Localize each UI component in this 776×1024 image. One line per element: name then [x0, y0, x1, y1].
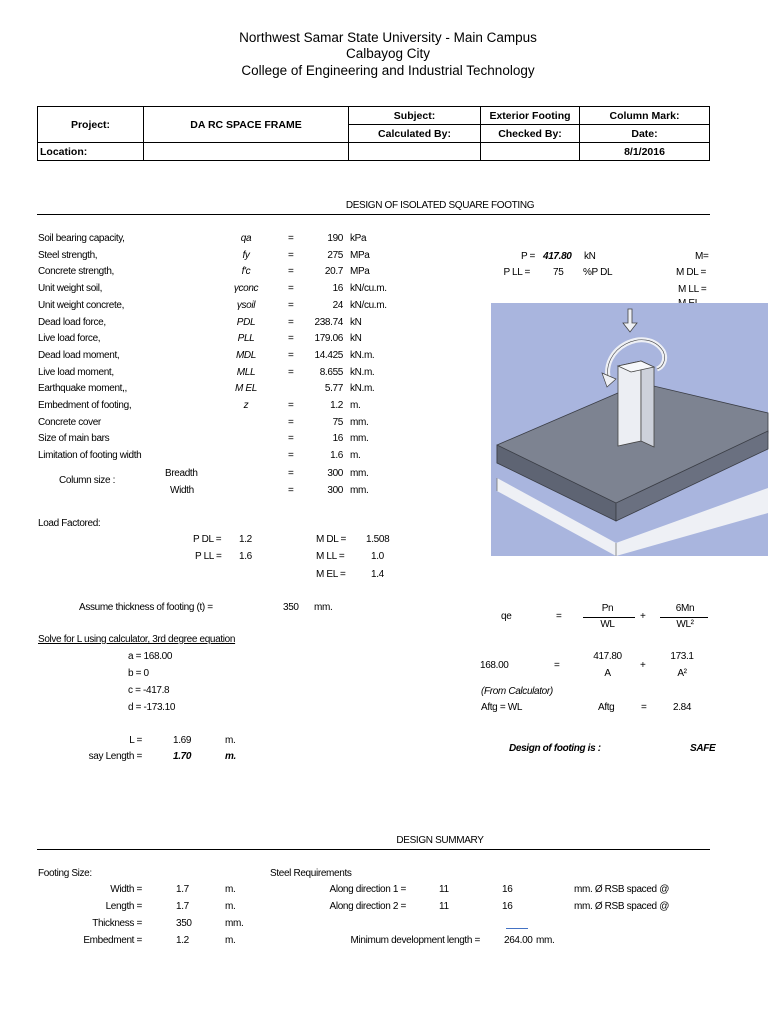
location-blank-2: [481, 143, 580, 161]
dir1-label: Along direction 1 =: [329, 884, 406, 895]
column-front: [618, 361, 641, 446]
input-value: 20.7: [324, 266, 343, 278]
min-dev-value: 264.00: [504, 935, 533, 946]
qe-d1: A: [604, 668, 611, 679]
say-length-label: say Length =: [88, 751, 142, 762]
aftg-label: Aftg = WL: [481, 702, 523, 713]
column-side: [641, 361, 654, 447]
input-value: 24: [332, 299, 343, 311]
qe-n1: 417.80: [593, 651, 622, 662]
location-label: Location:: [38, 143, 144, 161]
width-unit: mm.: [350, 485, 369, 496]
thickness-unit: mm.: [314, 602, 333, 613]
input-label: Limitation of footing width: [38, 450, 142, 462]
input-label: Dead load moment,: [38, 349, 120, 361]
input-value: 1.2: [330, 400, 343, 411]
input-unit: kN.m.: [350, 383, 375, 395]
input-unit: kN/cu.m.: [350, 299, 387, 311]
input-value: 238.74: [314, 316, 343, 328]
footing-size-label: Footing Size:: [38, 868, 92, 879]
l-value: 1.69: [173, 735, 192, 746]
input-unit: kN/cu.m.: [350, 283, 387, 295]
input-unit: m.: [350, 450, 361, 462]
project-label: Project:: [38, 107, 144, 143]
input-label: Steel strength,: [38, 249, 98, 261]
solve-title: Solve for L using calculator, 3rd degree equation: [38, 634, 236, 645]
project-value: DA RC SPACE FRAME: [144, 107, 349, 143]
input-value: 14.425: [314, 349, 343, 361]
input-symbol: qa: [240, 233, 252, 244]
input-eq: =: [288, 249, 294, 261]
qe-eq: =: [556, 611, 562, 622]
mll-label: M LL =: [678, 284, 707, 295]
aftg-eq: =: [641, 702, 647, 713]
input-value: 190: [327, 233, 343, 244]
sum-width-value: 1.7: [176, 884, 189, 895]
width-eq: =: [288, 485, 294, 496]
input-eq: =: [288, 400, 294, 411]
say-length-unit: m.: [225, 751, 236, 762]
design-title: DESIGN OF ISOLATED SQUARE FOOTING: [345, 200, 535, 211]
dir2-count: 11: [439, 901, 449, 912]
input-eq: =: [288, 450, 294, 462]
qe-6mn: 6Mn: [675, 603, 695, 614]
input-label: Concrete cover: [38, 416, 101, 428]
location-blank-1: [349, 143, 481, 161]
qe-plus2: +: [640, 660, 646, 671]
qe-plus: +: [640, 611, 646, 622]
subject-value: Exterior Footing: [481, 107, 580, 125]
input-unit: kPa: [350, 233, 367, 244]
lf-mdl-label: M DL =: [316, 534, 347, 545]
input-symbol: f'c: [241, 266, 251, 278]
qe-n2: 173.1: [670, 651, 694, 662]
pll-label: P LL =: [503, 267, 530, 278]
input-label: Unit weight soil,: [38, 283, 103, 295]
qe-wl2: WL²: [676, 619, 694, 630]
sum-embedment-label: Embedment =: [83, 935, 142, 946]
qe-wl: WL: [600, 619, 615, 630]
input-eq: =: [288, 349, 294, 361]
qe-d2: A²: [677, 668, 687, 679]
input-symbol: PLL: [237, 333, 255, 345]
input-unit: m.: [350, 400, 361, 411]
breadth-label: Breadth: [165, 468, 198, 479]
sum-embedment-value: 1.2: [176, 935, 189, 946]
dir2-label: Along direction 2 =: [329, 901, 406, 912]
input-label: Live load force,: [38, 333, 101, 345]
input-unit: kN.m.: [350, 366, 375, 378]
input-symbol: γconc: [233, 283, 259, 295]
lf-pll-value: 1.6: [239, 551, 252, 562]
input-unit: kN: [350, 333, 362, 345]
lf-mdl-value: 1.508: [366, 534, 390, 545]
input-symbol: PDL: [236, 316, 256, 328]
input-eq: =: [288, 299, 294, 311]
summary-rule: [37, 849, 710, 850]
input-unit: mm.: [350, 416, 369, 428]
sum-length-unit: m.: [225, 901, 236, 912]
p-label: P =: [520, 251, 535, 262]
l-unit: m.: [225, 735, 236, 746]
lf-mll-value: 1.0: [371, 551, 384, 562]
m-label: M=: [695, 251, 709, 262]
input-unit: kN.m.: [350, 349, 375, 361]
lf-mll-label: M LL =: [316, 551, 345, 562]
column-size-label: Column size :: [59, 475, 116, 486]
design-title-rule: [37, 214, 710, 215]
width-value: 300: [327, 485, 343, 496]
lf-mel-label: M EL =: [316, 569, 346, 580]
min-dev-label: Minimum development length =: [350, 935, 480, 946]
input-eq: =: [288, 366, 294, 378]
input-value: 275: [327, 249, 343, 261]
input-value: 8.655: [319, 366, 343, 378]
input-label: Dead load force,: [38, 316, 106, 328]
l-label: L =: [129, 735, 142, 746]
summary-title: DESIGN SUMMARY: [396, 835, 484, 846]
date-value: 8/1/2016: [580, 143, 710, 161]
qe-frac-line-2: [660, 617, 708, 618]
sum-width-unit: m.: [225, 884, 236, 895]
input-eq: =: [288, 316, 294, 328]
aftg-value: 2.84: [673, 702, 692, 713]
input-label: Earthquake moment,,: [38, 383, 127, 395]
thickness-label: Assume thickness of footing (t) =: [79, 602, 213, 613]
input-eq: =: [288, 416, 294, 428]
sum-width-label: Width =: [110, 884, 142, 895]
dir1-size: 16: [502, 884, 513, 895]
sum-thickness-label: Thickness =: [92, 918, 142, 929]
input-value: 16: [332, 433, 343, 445]
header-college: College of Engineering and Industrial Technology: [241, 63, 535, 78]
location-value: [144, 143, 349, 161]
input-eq: =: [288, 283, 294, 295]
qe-eq2: =: [554, 660, 560, 671]
sum-thickness-unit: mm.: [225, 918, 244, 929]
say-length-value: 1.70: [173, 751, 192, 762]
input-value: 5.77: [324, 383, 343, 395]
project-info-table: [37, 106, 710, 161]
sum-length-label: Length =: [105, 901, 142, 912]
mdl-label: M DL =: [676, 267, 707, 278]
coef-d: d = -173.10: [128, 702, 176, 713]
qe-symbol: qe: [501, 611, 512, 622]
input-label: Concrete strength,: [38, 266, 114, 278]
input-label: Embedment of footing,: [38, 400, 132, 411]
header-city: Calbayog City: [345, 46, 431, 61]
aftg-2: Aftg: [598, 702, 615, 713]
column-mark-label: Column Mark:: [580, 107, 710, 125]
input-symbol: fy: [242, 249, 250, 261]
header-university: Northwest Samar State University - Main Campus: [239, 30, 537, 45]
breadth-eq: =: [288, 468, 294, 479]
dir1-text: mm. Ø RSB spaced @: [574, 884, 669, 895]
input-value: 16: [332, 283, 343, 295]
design-result-label: Design of footing is :: [509, 743, 601, 754]
input-unit: MPa: [350, 249, 370, 261]
sum-length-value: 1.7: [176, 901, 189, 912]
calculated-by-label: Calculated By:: [349, 125, 481, 143]
footing-illustration: [491, 303, 768, 556]
lf-pll-label: P LL =: [195, 551, 222, 562]
breadth-value: 300: [327, 468, 343, 479]
pll-value: 75: [553, 267, 564, 278]
input-value: 179.06: [314, 333, 343, 345]
qe-pn: Pn: [601, 603, 614, 614]
dir2-text: mm. Ø RSB spaced @: [574, 901, 669, 912]
input-label: Live load moment,: [38, 366, 114, 378]
input-eq: =: [288, 333, 294, 345]
dir1-count: 11: [439, 884, 449, 895]
input-symbol: M EL: [235, 383, 257, 395]
from-calculator: (From Calculator): [481, 686, 553, 697]
input-unit: mm.: [350, 433, 369, 445]
input-eq: =: [288, 233, 294, 244]
breadth-unit: mm.: [350, 468, 369, 479]
sum-embedment-unit: m.: [225, 935, 236, 946]
input-eq: =: [288, 266, 294, 278]
coef-c: c = -417.8: [128, 685, 170, 696]
input-symbol: z: [243, 400, 249, 411]
input-label: Size of main bars: [38, 433, 110, 445]
dir2-size: 16: [502, 901, 513, 912]
qe-frac-line-1: [583, 617, 635, 618]
input-symbol: MDL: [235, 349, 257, 361]
date-label: Date:: [580, 125, 710, 143]
input-value: 1.6: [330, 450, 343, 462]
width-label: Width: [170, 485, 194, 496]
p-value: 417.80: [543, 251, 572, 262]
qe-value: 168.00: [480, 660, 509, 671]
p-unit: kN: [584, 251, 596, 262]
sum-thickness-value: 350: [176, 918, 192, 929]
input-value: 75: [332, 416, 343, 428]
input-symbol: γsoil: [236, 299, 256, 311]
lf-pdl-value: 1.2: [239, 534, 252, 545]
input-eq: =: [288, 433, 294, 445]
subject-label: Subject:: [349, 107, 481, 125]
coef-b: b = 0: [128, 668, 149, 679]
input-symbol: MLL: [236, 366, 256, 378]
input-label: Soil bearing capacity,: [38, 233, 125, 244]
selected-cell-marker: [506, 928, 528, 929]
min-dev-unit: mm.: [536, 935, 555, 946]
input-unit: MPa: [350, 266, 370, 278]
design-result-value: SAFE: [690, 743, 716, 754]
checked-by-label: Checked By:: [481, 125, 580, 143]
input-label: Unit weight concrete,: [38, 299, 125, 311]
thickness-value: 350: [283, 602, 299, 613]
lf-mel-value: 1.4: [371, 569, 384, 580]
coef-a: a = 168.00: [128, 651, 173, 662]
pll-unit: %P DL: [583, 267, 613, 278]
steel-req-label: Steel Requirements: [270, 868, 352, 879]
lf-pdl-label: P DL =: [193, 534, 222, 545]
input-unit: kN: [350, 316, 362, 328]
load-factored-title: Load Factored:: [38, 518, 101, 529]
